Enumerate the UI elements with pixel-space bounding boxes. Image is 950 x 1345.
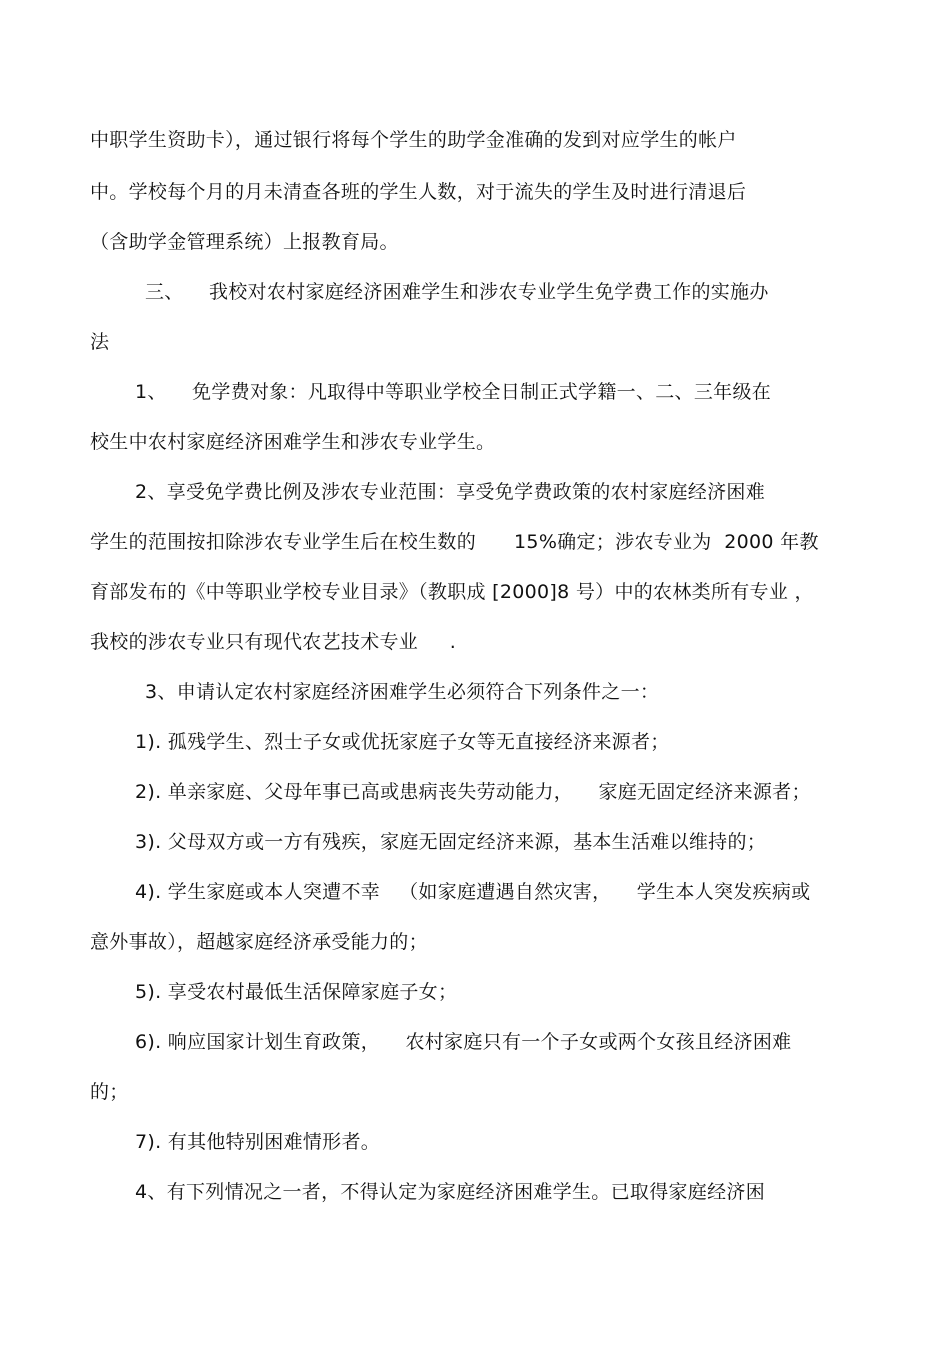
text-line: （含助学金管理系统）上报教育局。 [90,231,399,253]
text-line: 我校的涉农专业只有现代农艺技术专业 . [90,631,457,653]
list-item: 4). 学生家庭或本人突遭不幸 （如家庭遭遇自然灾害， 学生本人突发疾病或 [135,881,811,903]
text-line: 学生的范围按扣除涉农专业学生后在校生数的 15%确定；涉农专业为 2000 年教 [90,531,819,553]
list-item: 3、申请认定农村家庭经济困难学生必须符合下列条件之一： [145,681,660,703]
text-line: 的； [90,1081,129,1103]
list-item: 1、 免学费对象：凡取得中等职业学校全日制正式学籍一、二、三年级在 [135,381,772,403]
text-line: 校生中农村家庭经济困难学生和涉农专业学生。 [90,431,496,453]
text-line: 意外事故），超越家庭经济承受能力的； [90,931,428,953]
list-item: 4、有下列情况之一者，不得认定为家庭经济困难学生。已取得家庭经济困 [135,1181,765,1203]
text-line: 中职学生资助卡），通过银行将每个学生的助学金准确的发到对应学生的帐户 [90,129,737,151]
text-line: 育部发布的《中等职业学校专业目录》（教职成 [2000]8 号）中的农林类所有专业 ， [90,581,814,603]
list-item: 2、享受免学费比例及涉农专业范围：享受免学费政策的农村家庭经济困难 [135,481,765,503]
text-line: 法 [90,331,110,353]
list-item: 6). 响应国家计划生育政策， 农村家庭只有一个子女或两个女孩且经济困难 [135,1031,792,1053]
list-item: 2). 单亲家庭、父母年事已高或患病丧失劳动能力， 家庭无固定经济来源者； [135,781,811,803]
list-item: 7). 有其他特别困难情形者。 [135,1131,381,1153]
section-heading: 三、 我校对农村家庭经济困难学生和涉农专业学生免学费工作的实施办 [145,281,769,303]
list-item: 1). 孤残学生、烈士子女或优抚家庭子女等无直接经济来源者； [135,731,670,753]
list-item: 3). 父母双方或一方有残疾，家庭无固定经济来源，基本生活难以维持的； [135,831,767,853]
list-item: 5). 享受农村最低生活保障家庭子女； [135,981,458,1003]
text-line: 中。学校每个月的月未清查各班的学生人数，对于流失的学生及时进行清退后 [90,181,747,203]
